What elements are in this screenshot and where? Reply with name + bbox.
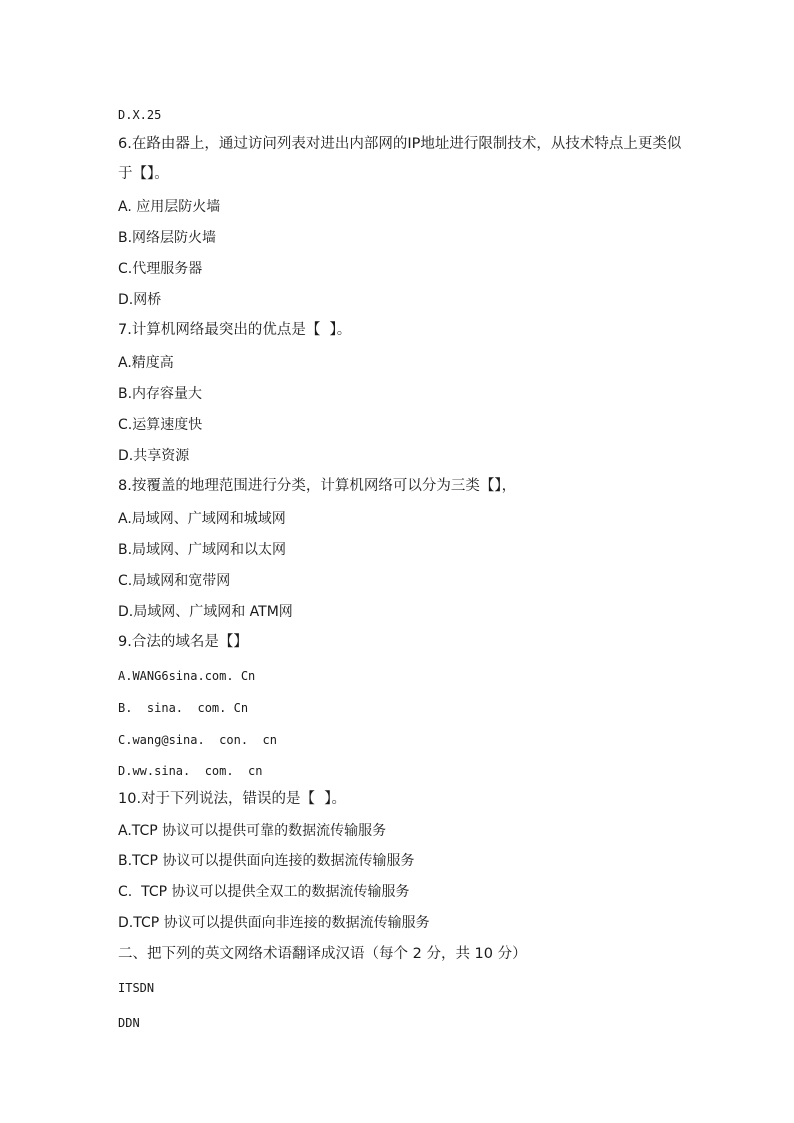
section-2-heading: 二、把下列的英文网络术语翻译成汉语（每个 2 分，共 10 分） <box>118 946 527 962</box>
option-b-q6: B.网络层防火墙 <box>118 230 217 246</box>
option-a-q8: A.局域网、广域网和城域网 <box>118 511 286 527</box>
option-d-q8: D.局域网、广域网和 ATM网 <box>118 604 293 620</box>
option-d-q9: D.ww.sina. com. cn <box>118 764 263 778</box>
option-b-q9: B. sina. com. Cn <box>118 701 249 715</box>
question-9-text: 9.合法的域名是【】 <box>118 634 248 650</box>
option-d-q7: D.共享资源 <box>118 448 190 464</box>
option-a-q6: A. 应用层防火墙 <box>118 199 221 215</box>
question-6-text-cont: 于【】。 <box>118 166 169 182</box>
option-b-q10: B.TCP 协议可以提供面向连接的数据流传输服务 <box>118 853 415 869</box>
option-c-q7: C.运算速度快 <box>118 417 203 433</box>
question-8-text: 8.按覆盖的地理范围进行分类，计算机网络可以分为三类【】， <box>118 478 517 494</box>
option-b-q7: B.内存容量大 <box>118 386 203 402</box>
option-a-q7: A.精度高 <box>118 355 174 371</box>
term-ddn: DDN <box>118 1016 140 1030</box>
option-c-q6: C.代理服务器 <box>118 261 203 277</box>
option-c-q9: C.wang@sina. con. cn <box>118 733 277 747</box>
option-a-q10: A.TCP 协议可以提供可靠的数据流传输服务 <box>118 823 387 839</box>
option-d-q5: D.X.25 <box>118 108 162 122</box>
option-a-q9: A.WANG6sina.com. Cn <box>118 669 256 683</box>
option-c-q10: C. TCP 协议可以提供全双工的数据流传输服务 <box>118 884 410 900</box>
option-c-q8: C.局域网和宽带网 <box>118 573 231 589</box>
question-10-text: 10.对于下列说法，错误的是【 】。 <box>118 791 347 807</box>
question-6-text: 6.在路由器上，通过访问列表对进出内部网的IP地址进行限制技术，从技术特点上更类似 <box>118 136 682 152</box>
question-7-text: 7.计算机网络最突出的优点是【 】。 <box>118 322 352 338</box>
option-b-q8: B.局域网、广域网和以太网 <box>118 542 287 558</box>
option-d-q10: D.TCP 协议可以提供面向非连接的数据流传输服务 <box>118 915 430 931</box>
term-itsdn: ITSDN <box>118 981 155 995</box>
option-d-q6: D.网桥 <box>118 292 162 308</box>
